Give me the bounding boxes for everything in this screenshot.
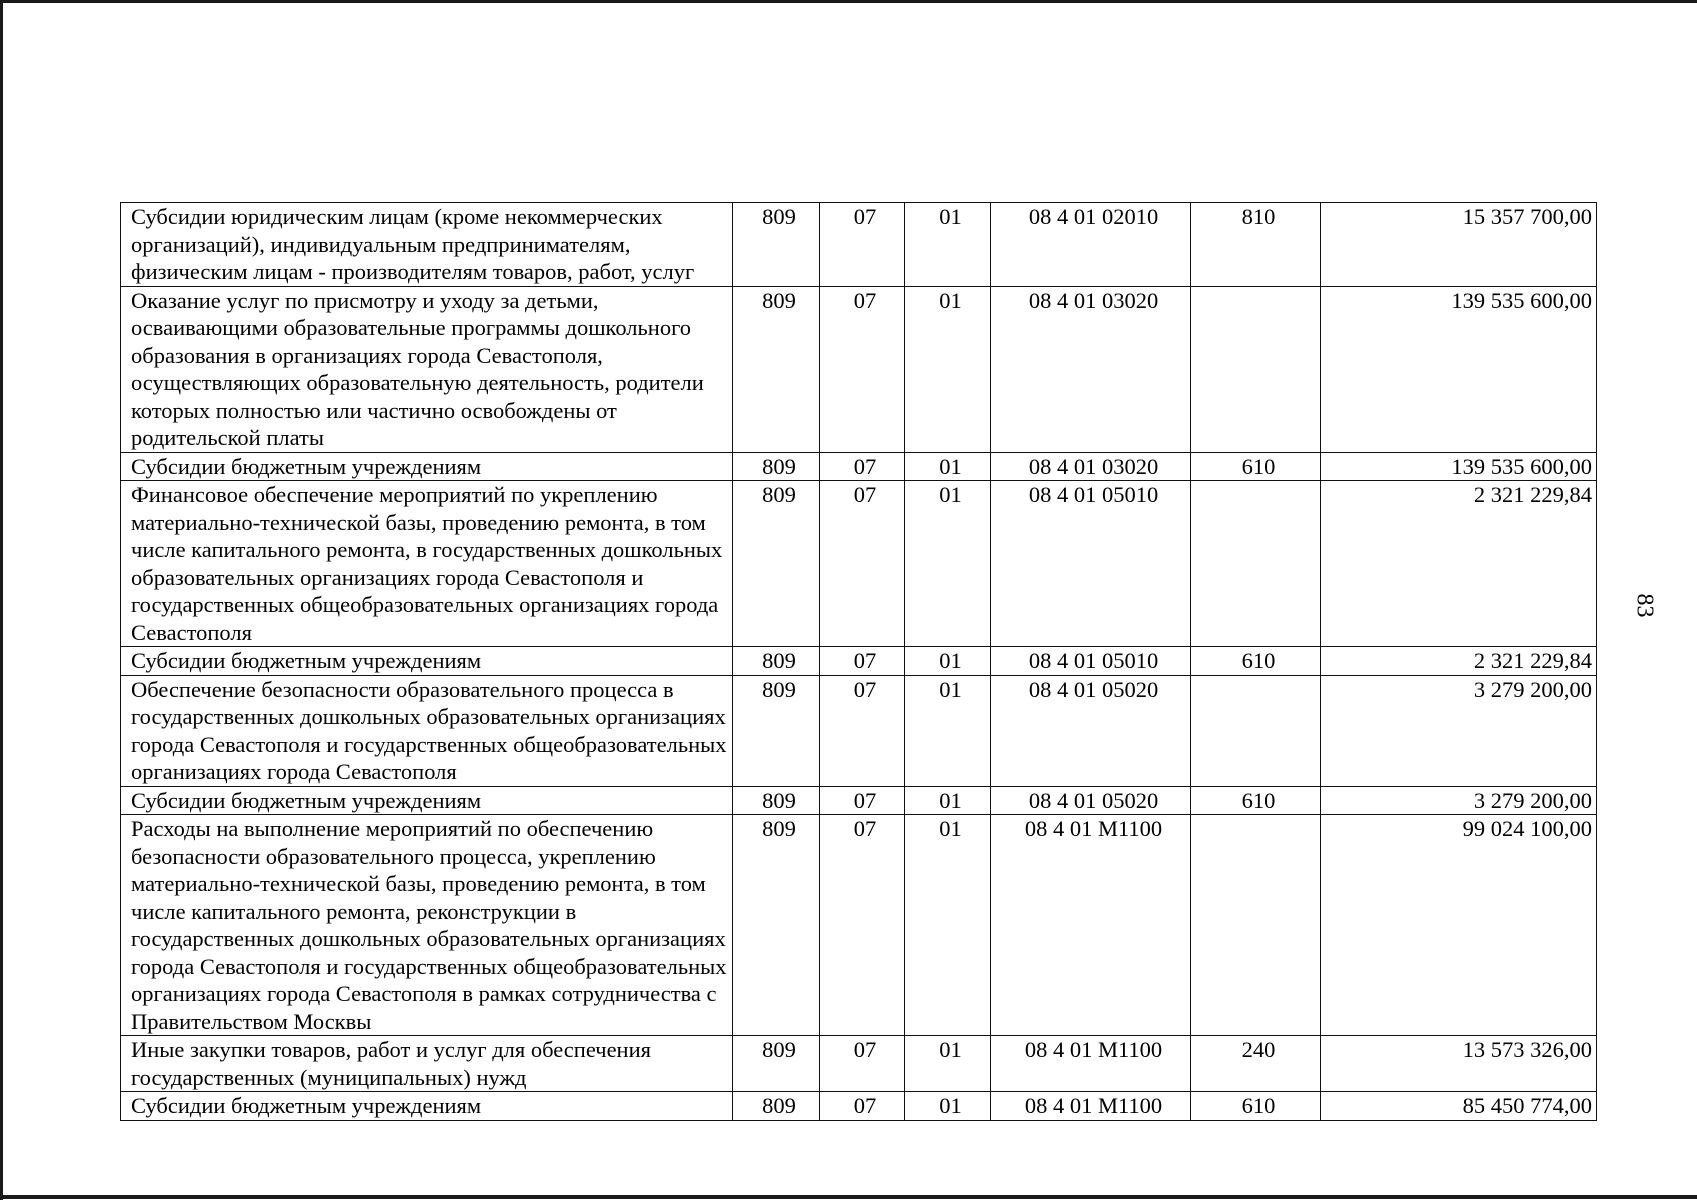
row-name: Оказание услуг по присмотру и уходу за детьми, осваивающими образовательные программы дошкольного образования в организациях города Севастополя, осуществляющих образовательную деятельность, родители которых полностью или частично освобождены от родительской платы (121, 286, 733, 452)
row-section: 07 (820, 1036, 905, 1092)
row-name: Субсидии бюджетным учреждениям (121, 647, 733, 676)
row-amount: 139 535 600,00 (1321, 286, 1597, 452)
row-article: 08 4 01 05010 (991, 481, 1191, 647)
table-row (121, 481, 1597, 647)
row-article: 08 4 01 М1100 (991, 1036, 1191, 1092)
row-admin-code: 809 (733, 452, 820, 481)
row-article: 08 4 01 02010 (991, 203, 1191, 287)
row-subsection: 01 (905, 647, 991, 676)
row-amount: 99 024 100,00 (1321, 815, 1597, 1036)
row-name: Расходы на выполнение мероприятий по обеспечению безопасности образовательного процесса, укреплению материально-технической базы, проведению ремонта, в том числе капитального ремонта, реконструкции в государственных дошкольных образовательных организациях города Севастополя и государственных общеобразовательных организациях города Севастополя в рамках сотрудничества с Правительством Москвы (121, 815, 733, 1036)
row-expense-type: 610 (1191, 647, 1321, 676)
row-amount: 85 450 774,00 (1321, 1092, 1597, 1121)
row-subsection: 01 (905, 1092, 991, 1121)
row-section: 07 (820, 286, 905, 452)
row-section: 07 (820, 647, 905, 676)
row-article: 08 4 01 05020 (991, 675, 1191, 786)
row-article: 08 4 01 М1100 (991, 815, 1191, 1036)
table-row (121, 203, 1597, 287)
row-name: Субсидии бюджетным учреждениям (121, 1092, 733, 1121)
row-subsection: 01 (905, 815, 991, 1036)
row-subsection: 01 (905, 675, 991, 786)
row-expense-type: 610 (1191, 1092, 1321, 1121)
table-row (121, 675, 1597, 786)
row-expense-type: 810 (1191, 203, 1321, 287)
row-name: Субсидии юридическим лицам (кроме некоммерческих организаций), индивидуальным предпринимателям, физическим лицам - производителям товаров, работ, услуг (121, 203, 733, 287)
table-row (121, 815, 1597, 1036)
row-amount: 2 321 229,84 (1321, 647, 1597, 676)
row-subsection: 01 (905, 203, 991, 287)
row-subsection: 01 (905, 452, 991, 481)
row-amount: 3 279 200,00 (1321, 786, 1597, 815)
row-expense-type (1191, 815, 1321, 1036)
row-admin-code: 809 (733, 647, 820, 676)
row-amount: 3 279 200,00 (1321, 675, 1597, 786)
row-subsection: 01 (905, 481, 991, 647)
table-row (121, 452, 1597, 481)
table-row (121, 1036, 1597, 1092)
row-article: 08 4 01 03020 (991, 452, 1191, 481)
row-amount: 2 321 229,84 (1321, 481, 1597, 647)
row-article: 08 4 01 05010 (991, 647, 1191, 676)
table-row (121, 286, 1597, 452)
row-name: Субсидии бюджетным учреждениям (121, 786, 733, 815)
row-section: 07 (820, 815, 905, 1036)
row-expense-type (1191, 481, 1321, 647)
row-admin-code: 809 (733, 1092, 820, 1121)
budget-table (120, 202, 1597, 1121)
row-admin-code: 809 (733, 815, 820, 1036)
row-admin-code: 809 (733, 203, 820, 287)
row-section: 07 (820, 1092, 905, 1121)
row-subsection: 01 (905, 286, 991, 452)
row-amount: 15 357 700,00 (1321, 203, 1597, 287)
row-expense-type: 610 (1191, 786, 1321, 815)
row-expense-type (1191, 286, 1321, 452)
scan-edge-left (0, 0, 3, 1200)
row-admin-code: 809 (733, 481, 820, 647)
table-row (121, 786, 1597, 815)
row-name: Иные закупки товаров, работ и услуг для обеспечения государственных (муниципальных) нужд (121, 1036, 733, 1092)
row-subsection: 01 (905, 1036, 991, 1092)
row-article: 08 4 01 М1100 (991, 1092, 1191, 1121)
row-section: 07 (820, 203, 905, 287)
row-admin-code: 809 (733, 786, 820, 815)
row-section: 07 (820, 481, 905, 647)
row-subsection: 01 (905, 786, 991, 815)
row-amount: 139 535 600,00 (1321, 452, 1597, 481)
page-number: 83 (1631, 593, 1658, 618)
row-amount: 13 573 326,00 (1321, 1036, 1597, 1092)
row-expense-type: 240 (1191, 1036, 1321, 1092)
row-article: 08 4 01 05020 (991, 786, 1191, 815)
row-section: 07 (820, 675, 905, 786)
row-expense-type: 610 (1191, 452, 1321, 481)
row-name: Финансовое обеспечение мероприятий по укреплению материально-технической базы, проведению ремонта, в том числе капитального ремонта, в государственных дошкольных образовательных организациях города Севастополя и государственных общеобразовательных организациях города Севастополя (121, 481, 733, 647)
scan-edge-bottom (0, 1195, 1697, 1199)
row-name: Субсидии бюджетным учреждениям (121, 452, 733, 481)
row-expense-type (1191, 675, 1321, 786)
row-admin-code: 809 (733, 286, 820, 452)
row-section: 07 (820, 452, 905, 481)
table-row (121, 1092, 1597, 1121)
scan-edge-top (0, 0, 1697, 3)
row-admin-code: 809 (733, 675, 820, 786)
row-name: Обеспечение безопасности образовательного процесса в государственных дошкольных образовательных организациях города Севастополя и государственных общеобразовательных организациях города Севастополя (121, 675, 733, 786)
row-admin-code: 809 (733, 1036, 820, 1092)
row-article: 08 4 01 03020 (991, 286, 1191, 452)
table-row (121, 647, 1597, 676)
row-section: 07 (820, 786, 905, 815)
